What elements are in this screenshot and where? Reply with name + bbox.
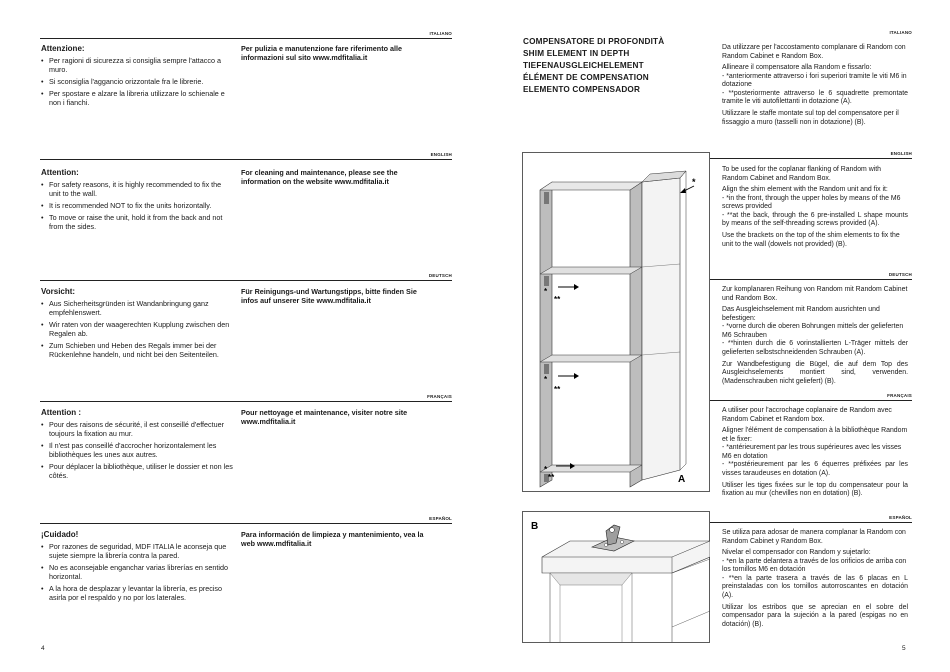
instruction-paragraph: A utiliser pour l'accrochage coplanaire de Random avec Random Cabinet et Random box. — [722, 407, 892, 423]
section-divider — [40, 159, 452, 160]
language-label: ITALIANO — [889, 30, 912, 35]
warning-bullet: • Pour déplacer la bibliothèque, utiliser le dossier et non les côtés. — [41, 462, 233, 480]
warning-bullet: • Wir raten von der waagerechten Kupplung zwischen den Regalen ab. — [41, 320, 233, 338]
title-line: TIEFENAUSGLEICHELEMENT — [523, 61, 644, 70]
figure-mark: * — [544, 375, 548, 384]
warning-bullet: • Por razones de seguridad, MDF ITALIA le aconseja que sujete siempre la librería contra la pared. — [41, 542, 233, 560]
warning-block-it — [41, 44, 233, 110]
figure-a-drawing — [522, 152, 710, 492]
section-divider — [40, 38, 452, 39]
figure-label: A — [678, 474, 686, 485]
instruction-paragraph: - **at the back, through the 6 pre-installed L shape mounts by means of the self-threading screws provided (A). — [722, 211, 908, 228]
instruction-paragraph: Utilizar los estribos que se aprecian en el sobre del compensador para la sujeción a la pared (espigas no en dotación) (B). — [722, 603, 908, 628]
maintenance-note: Per pulizia e manutenzione fare riferimento alle informazioni sul sito www.mdfitalia.it — [241, 44, 402, 63]
warning-block-en — [41, 168, 233, 234]
warning-block-es — [41, 530, 233, 605]
instruction-paragraph: Utiliser les tiges fixées sur le top du compensateur pour la fixation au mur (chevilles non en dotation) (B). — [722, 481, 908, 498]
figure-b-drawing — [522, 511, 710, 643]
maintenance-note: Pour nettoyage et maintenance, visiter notre site www.mdfitalia.it — [241, 408, 408, 427]
section-divider — [710, 522, 912, 523]
warning-block-de — [41, 287, 233, 362]
instruction-paragraph: Se utiliza para adosar de manera complanar la Random con Random Cabinet y Random Box. — [722, 529, 906, 545]
instructions-de — [722, 286, 908, 389]
instructions-fr — [722, 407, 908, 502]
title-block — [523, 36, 703, 96]
warning-heading: ¡Cuidado! — [41, 530, 79, 539]
section-divider — [40, 523, 452, 524]
instruction-paragraph: - **postérieurement par les 6 équerres préfixées par les visses taraudeuses en dotation (A). — [722, 461, 908, 477]
figure-mark: ** — [554, 385, 561, 394]
instruction-paragraph: - **en la parte trasera a través de las 6 placas en L preinstaladas con los tornillos autorroscantes en dotación (A). — [722, 574, 908, 599]
maintenance-note: Für Reinigungs-und Wartungstipps, bitte finden Sie infos auf unserer Site www.mdfitalia.it — [241, 287, 417, 306]
warning-bullet: • Aus Sicherheitsgründen ist Wandanbringung ganz empfehlenswert. — [41, 299, 233, 317]
language-label: DEUTSCH — [888, 272, 912, 277]
warning-heading: Attention: — [41, 168, 79, 177]
section-divider — [40, 401, 452, 402]
instruction-paragraph: Utilizzare le staffe montate sul top del compensatore per il fissaggio a muro (tasselli non in dotazione) (B). — [722, 109, 899, 126]
title-line: ÉLÉMENT DE COMPENSATION — [523, 73, 649, 82]
instruction-paragraph: - *anteriormente attraverso i fori superiori tramite le viti M6 in dotazione — [722, 72, 907, 89]
warning-heading: Attention : — [41, 408, 81, 417]
warning-bullet: • To move or raise the unit, hold it from the back and not from the sides. — [41, 213, 233, 231]
figure-a — [522, 152, 710, 492]
instruction-paragraph: Use the brackets on the top of the shim elements to fix the unit to the wall (dowels not provided) (B). — [722, 231, 900, 248]
warning-heading: Vorsicht: — [41, 287, 76, 296]
figure-mark: ** — [554, 295, 561, 304]
title-line: SHIM ELEMENT IN DEPTH — [523, 49, 630, 58]
maintenance-note: Para información de limpieza y mantenimiento, vea la web www.mdfitalia.it — [241, 530, 424, 549]
warning-bullet: • Per ragioni di sicurezza si consiglia sempre l'attacco a muro. — [41, 56, 233, 74]
instructions-en — [722, 166, 908, 252]
warning-block-fr — [41, 408, 233, 483]
instruction-paragraph: - *en la parte delantera a través de los orificios de arriba con los tornillos M6 en dotación — [722, 557, 907, 574]
instruction-paragraph: - **hinten durch die 6 vorinstallierten L-Träger mittels der gelieferten selbstschneidenden Schrauben (A). — [722, 340, 908, 356]
warning-bullet: • Il n'est pas conseillé d'accrocher horizontalement les bibliothèques les unes aux autres. — [41, 441, 233, 459]
figure-mark: * — [692, 177, 696, 187]
language-label: ENGLISH — [890, 151, 912, 156]
instruction-paragraph: Das Ausgleichselement mit Random ausrichten und befestigen: — [722, 306, 880, 322]
language-label: ESPAÑOL — [429, 516, 452, 521]
warning-bullet: • Si sconsiglia l'aggancio orizzontale fra le librerie. — [41, 77, 233, 86]
instruction-paragraph: Zur Wandbefestigung die Bügel, die auf dem Top des Ausgleichselements montiert sind, verwenden. (Madenschrauben nicht geliefert) (B). — [722, 360, 908, 385]
section-divider — [710, 158, 912, 159]
language-label: DEUTSCH — [428, 273, 452, 278]
warning-bullet: • Pour des raisons de sécurité, il est conseillé d'effectuer toujours la fixation au mur. — [41, 420, 233, 438]
instruction-paragraph: Zur komplanaren Reihung von Random mit Random Cabinet und Random Box. — [722, 286, 908, 302]
instruction-paragraph: Align the shim element with the Random unit and fix it: — [722, 186, 888, 194]
instruction-paragraph: - **posteriormente attraverso le 6 squadrette premontate tramite le viti autofilettanti in dotazione (A). — [722, 89, 908, 106]
figure-mark: ** — [548, 473, 555, 482]
warning-bullet: • Zum Schieben und Heben des Regals immer bei der Rückenlehne handeln, und nicht bei den Seitenteilen. — [41, 341, 233, 359]
figure-mark: * — [544, 287, 548, 296]
figure-mark: * — [544, 465, 548, 474]
warning-bullet: • For safety reasons, it is highly recommended to fix the unit to the wall. — [41, 180, 233, 198]
instruction-paragraph: Nivelar el compensador con Random y sujetarlo: — [722, 549, 871, 557]
figure-label: B — [531, 521, 539, 532]
warning-bullet: • A la hora de desplazar y levantar la librería, es preciso asirla por el respaldo y no por los laterales. — [41, 584, 233, 602]
page-number: 5 — [902, 645, 906, 652]
language-label: ITALIANO — [429, 31, 452, 36]
warning-bullet: • Per spostare e alzare la libreria utilizzare lo schienale e non i fianchi. — [41, 89, 233, 107]
title-line: ELEMENTO COMPENSADOR — [523, 85, 641, 94]
instruction-paragraph: To be used for the coplanar flanking of Random with Random Cabinet and Random Box. — [722, 166, 881, 182]
instruction-paragraph: - *antérieurement par les trous supérieures avec les visses M6 en dotation — [722, 444, 902, 460]
instruction-paragraph: - *vorne durch die oberen Bohrungen mittels der gelieferten M6 Schrauben — [722, 323, 904, 339]
instruction-paragraph: Aligner l'élément de compensation à la bibliothèque Random et le fixer: — [722, 427, 908, 443]
title-line: COMPENSATORE DI PROFONDITÀ — [523, 37, 665, 46]
maintenance-note: For cleaning and maintenance, please see the information on the website www.mdfitalia.it — [241, 168, 398, 187]
figure-b — [522, 511, 710, 643]
instruction-paragraph: Da utilizzare per l'accostamento complanare di Random con Random Cabinet e Random Box. — [722, 44, 906, 60]
warning-bullet: • It is recommended NOT to fix the units horizontally. — [41, 201, 233, 210]
warning-bullet: • No es aconsejable enganchar varias librerías en sentido horizontal. — [41, 563, 233, 581]
instruction-paragraph: - *in the front, through the upper holes by means of the M6 screws provided — [722, 194, 901, 211]
section-divider — [710, 279, 912, 280]
warning-heading: Attenzione: — [41, 44, 85, 53]
language-label: ESPAÑOL — [889, 515, 912, 520]
language-label: FRANÇAIS — [427, 394, 452, 399]
section-divider — [710, 400, 912, 401]
instructions-es — [722, 529, 908, 632]
instructions-it — [722, 44, 908, 130]
page-number: 4 — [41, 645, 45, 652]
instruction-paragraph: Allineare il compensatore alla Random e fissarlo: — [722, 64, 872, 72]
language-label: FRANÇAIS — [887, 393, 912, 398]
language-label: ENGLISH — [430, 152, 452, 157]
section-divider — [40, 280, 452, 281]
